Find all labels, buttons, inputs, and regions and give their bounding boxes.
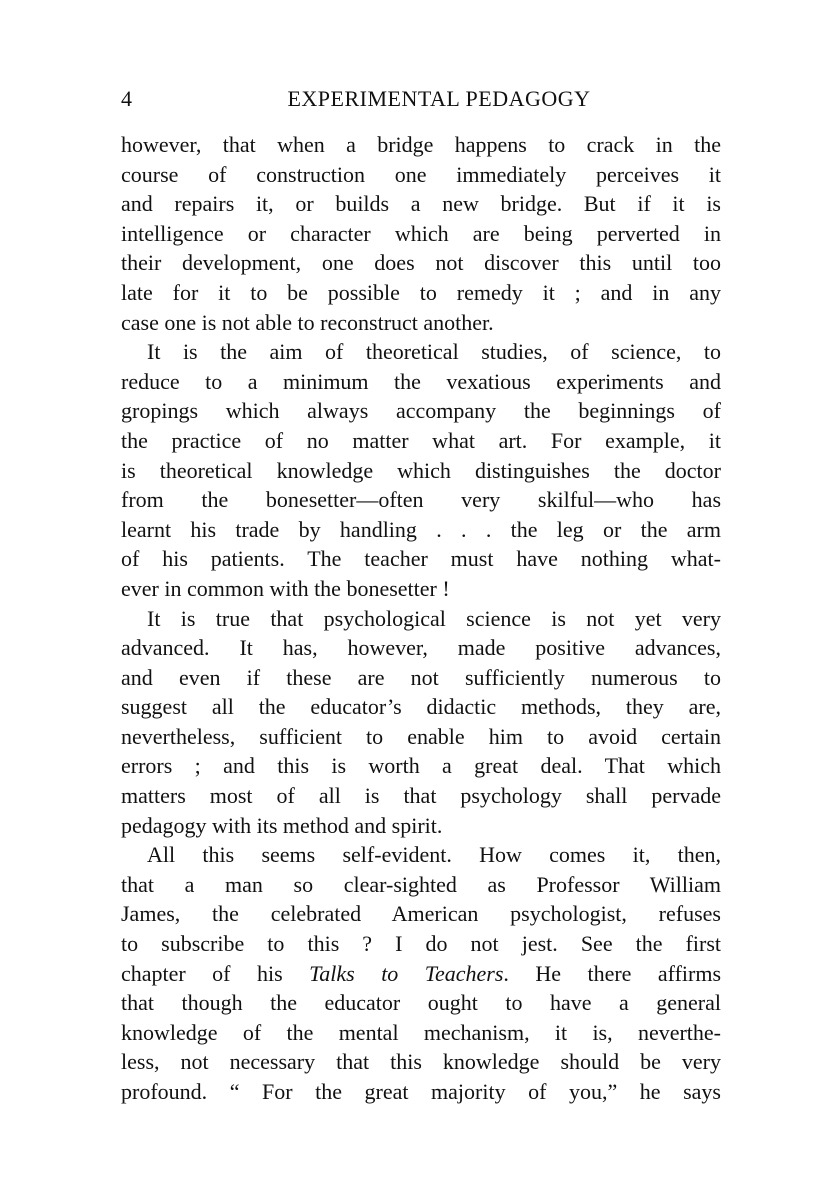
page-header	[121, 86, 721, 116]
text-line: is theoretical knowledge which distinguishes the doctor	[121, 457, 721, 483]
text-line: their development, one does not discover this until too	[121, 250, 721, 276]
text-segment: chapter of his	[121, 960, 310, 986]
text-line: advanced. It has, however, made positive advances,	[121, 635, 721, 661]
text-line: of his patients. The teacher must have nothing what-	[121, 546, 721, 572]
text-line	[121, 959, 721, 989]
text-line: learnt his trade by handling . . . the leg or the arm	[121, 516, 721, 542]
text-line: profound. “ For the great majority of you,” he says	[121, 1079, 721, 1104]
text-line: James, the celebrated American psychologist, refuses	[121, 901, 721, 927]
text-line: that a man so clear-sighted as Professor William	[121, 871, 721, 897]
text-line: however, that when a bridge happens to crack in the	[121, 132, 721, 157]
text-segment: . He there affirms	[503, 960, 722, 986]
book-title-italic: Talks to Teachers	[309, 960, 504, 986]
text-line: that though the educator ought to have a general	[121, 990, 721, 1016]
text-line: intelligence or character which are being perverted in	[121, 220, 721, 246]
text-line: from the bonesetter—often very skilful—who has	[121, 487, 721, 513]
text-line: case one is not able to reconstruct another.	[121, 309, 494, 335]
body-text	[121, 130, 721, 1107]
text-line: course of construction one immediately perceives it	[121, 161, 721, 187]
text-line: It is the aim of theoretical studies, of science, to	[147, 339, 721, 365]
text-line: nevertheless, sufficient to enable him to avoid certain	[121, 723, 721, 749]
running-title: EXPERIMENTAL PEDAGOGY	[287, 86, 591, 111]
text-line: to subscribe to this ? I do not jest. See the first	[121, 931, 721, 957]
text-line: It is true that psychological science is not yet very	[147, 605, 721, 631]
text-line: reduce to a minimum the vexatious experiments and	[121, 368, 721, 394]
text-line: less, not necessary that this knowledge should be very	[121, 1049, 721, 1075]
text-line: All this seems self-evident. How comes it, then,	[147, 842, 721, 868]
text-line: and even if these are not sufficiently numerous to	[121, 664, 721, 690]
text-line: ever in common with the bonesetter !	[121, 575, 450, 601]
text-line: and repairs it, or builds a new bridge. But if it is	[121, 191, 721, 217]
text-line: knowledge of the mental mechanism, it is, neverthe-	[121, 1019, 721, 1045]
text-line: late for it to be possible to remedy it ; and in any	[121, 279, 721, 305]
page-number: 4	[121, 86, 132, 111]
text-line: errors ; and this is worth a great deal. That which	[121, 753, 721, 779]
text-line: the practice of no matter what art. For example, it	[121, 427, 721, 453]
text-line: gropings which always accompany the beginnings of	[121, 398, 721, 424]
text-line: pedagogy with its method and spirit.	[121, 812, 443, 838]
text-line: suggest all the educator’s didactic methods, they are,	[121, 694, 721, 720]
text-line: matters most of all is that psychology shall pervade	[121, 783, 721, 809]
